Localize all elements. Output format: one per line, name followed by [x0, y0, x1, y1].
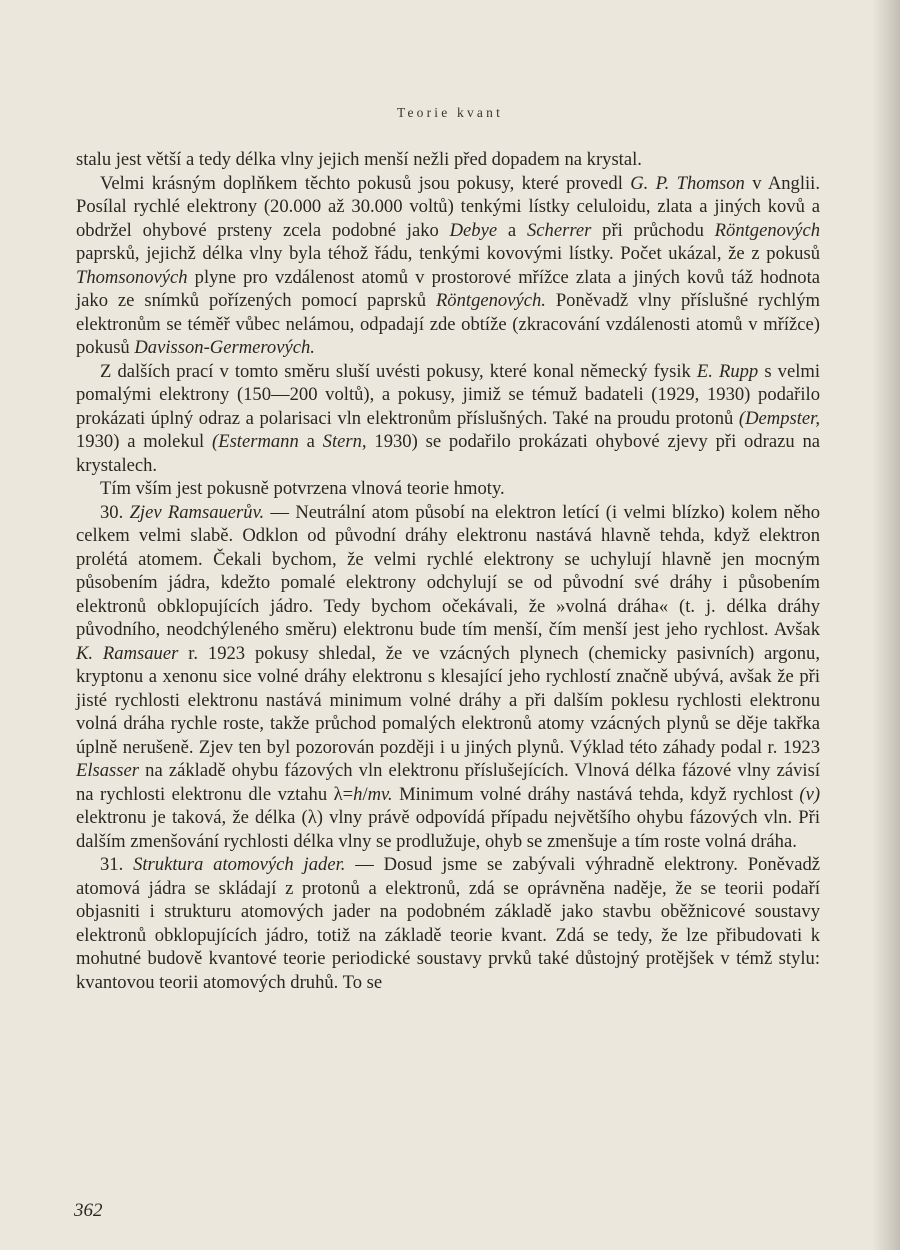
page-edge-shadow — [872, 0, 900, 1250]
paragraph: Velmi krásným doplňkem těchto pokusů jsou pokusy, které provedl G. P. Thomson v Anglii. Posílal rychlé elektrony (20.000 až 30.000 voltů) tenkými lístky celuloidu, zlata a jiných kovů a obdržel ohybové prsteny zcela podobné jako Debye a Scherrer při průchodu Röntgenových paprsků, jejichž délka vlny byla téhož řádu, tenkými kovovými lístky. Počet ukázal, že z pokusů Thomsonových plyne pro vzdálenost atomů v prostorové mřížce zlata a jiných kovů táž hodnota jako ze snímků pořízených pomocí paprsků Röntgenových. Poněvadž vlny příslušné rychlým elektronům se téměř vůbec nelámou, odpadají zde obtíže (zkracování vzdálenosti atomů v mřížce) pokusů Davisson-Germerových. — [76, 172, 820, 358]
paragraph: 31. Struktura atomových jader. — Dosud jsme se zabývali výhradně elektrony. Poněvadž atomová jádra se skládají z protonů a elektronů, zdá se oprávněna naděje, že se teorii podaří objasniti i strukturu atomových jader na podobném základě jako stavbu oběžnicové soustavy elektronů obklopujících jádro, totiž na základě teorie kvant. Zdá se tedy, že lze přibudovati k mohutné budově kvantové teorie periodické soustavy prvků také důstojný protějšek v témž stylu: kvantovou teorii atomových druhů. To se — [76, 854, 821, 993]
paragraph: 30. Zjev Ramsauerův. — Neutrální atom působí na elektron letící (i velmi blízko) kolem něho celkem velmi slabě. Odklon od původní dráhy elektronu nastává hlavně tehda, když elektron prolétá atomem. Čekali bychom, že velmi rychlé elektrony se uchylují hlavně jen mocným působením jádra, kdežto pomalé elektrony odchylují se od původní své dráhy i působením elektronů obklopujících jádro. Tedy bychom očekávali, že »volná dráha« (t. j. délka dráhy původního, neodchýleného směru) elektronu bude tím menší, čím menší jest jeho rychlost. Avšak K. Ramsauer r. 1923 pokusy shledal, že ve vzácných plynech (chemicky pasivních) argonu, kryptonu a xenonu sice volné dráhy elektronu s klesající jeho rychlostí značně ubývá, avšak že při jisté rychlosti elektronu nastává minimum volné dráhy a při dalším poklesu rychlosti elektronu volná dráha rychle roste, takže průchod pomalých elektronů atomy vzácných plynů se děje takřka úplně nerušeně. Zjev ten byl pozorován později i u jiných plynů. Výklad této záhady podal r. 1923 Elsasser na základě ohybu fázových vln elektronu příslušejících. Vlnová délka fázové vlny závisí na rychlosti elektronu dle vztahu λ=h/mv. Minimum volné dráhy nastává tehda, když rychlost (v) elektronu je taková, že délka (λ) vlny právě odpovídá případu největšího ohybu fázových vln. Při dalším zmenšování rychlosti délka vlny se prodlužuje, ohyb se zmenšuje a tím roste volná dráha. — [76, 501, 821, 852]
running-head: Teorie kvant — [396, 105, 504, 120]
paragraph: Z dalších prací v tomto směru sluší uvésti pokusy, které konal německý fysik E. Rupp s velmi pomalými elektrony (150—200 voltů), a pokusy, jimiž se témuž badateli (1929, 1930) podařilo prokázati úplný odraz a polarisaci vln elektronům příslušných. Také na proudu protonů (Dempster, 1930) a molekul (Estermann a Stern, 1930) se podařilo prokázati ohybové zjevy při odrazu na krystalech. — [76, 360, 820, 476]
body-text — [76, 148, 820, 994]
paragraph: stalu jest větší a tedy délka vlny jejich menší nežli před dopadem na krystal. — [76, 149, 642, 170]
paragraph: Tím vším jest pokusně potvrzena vlnová teorie hmoty. — [100, 478, 505, 499]
page-number: 362 — [74, 1200, 103, 1221]
